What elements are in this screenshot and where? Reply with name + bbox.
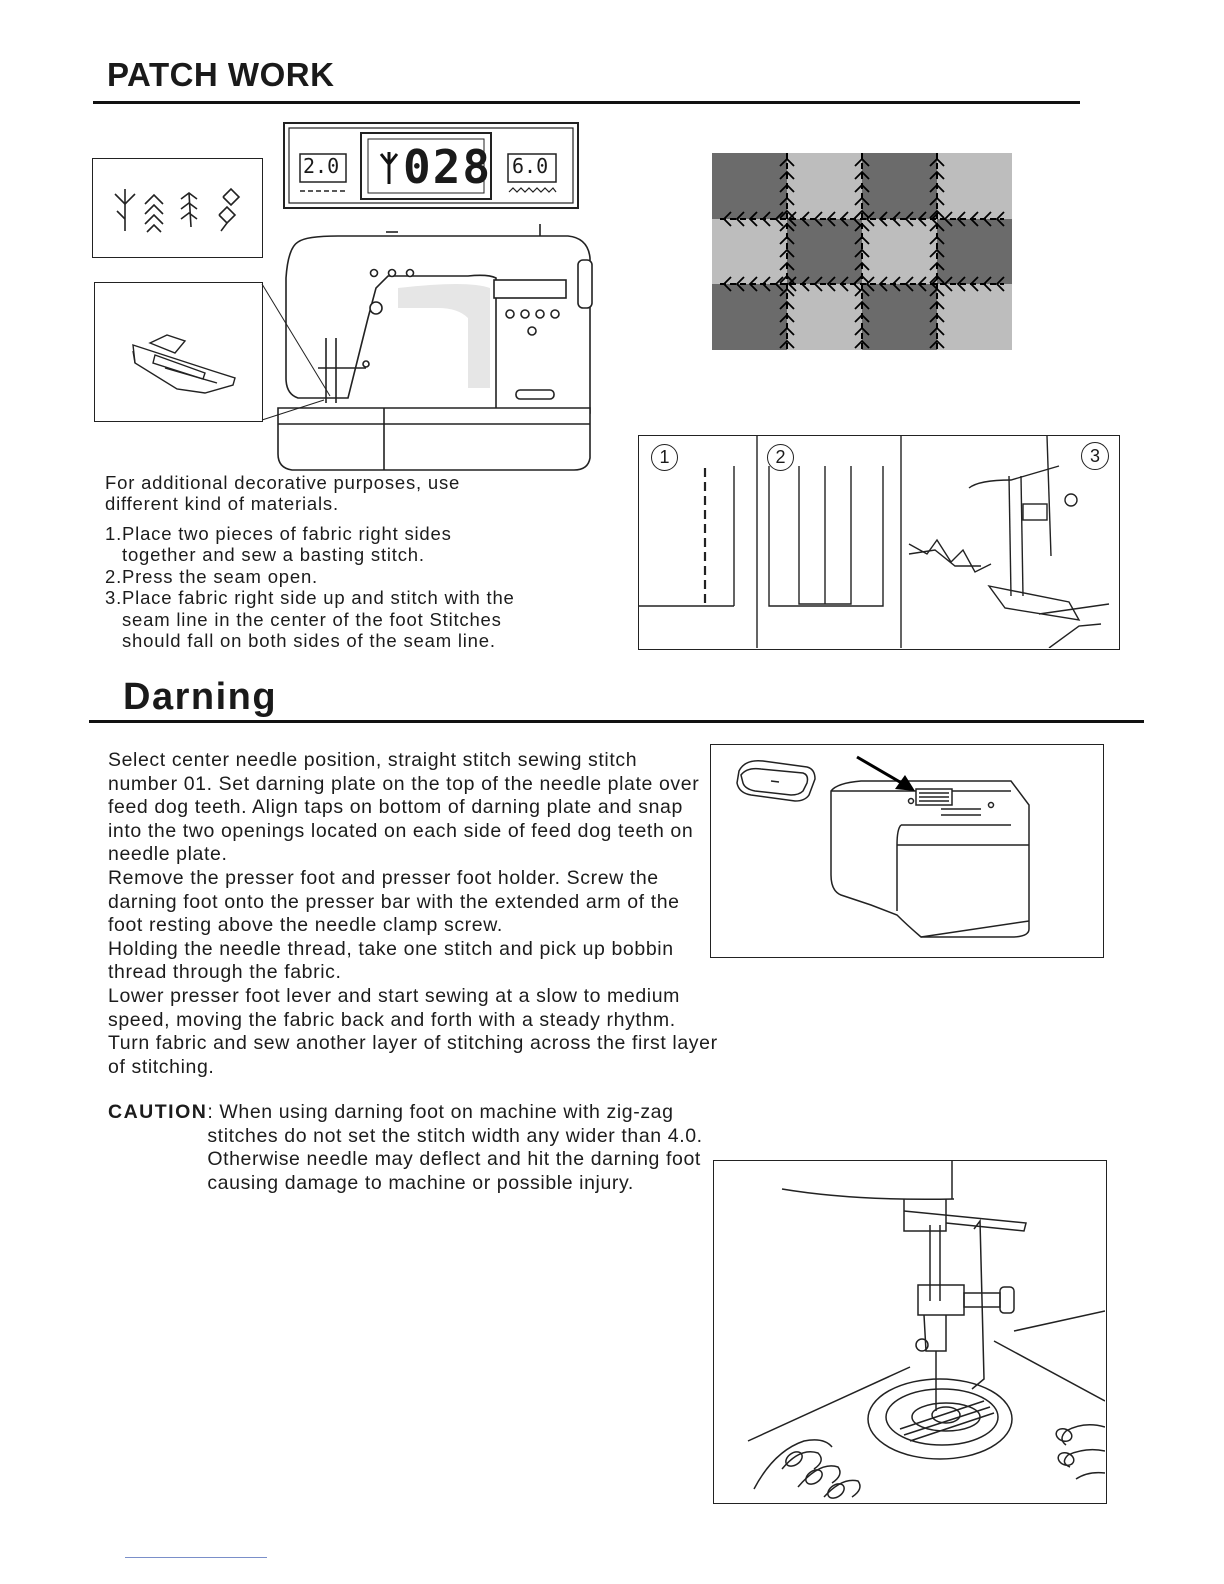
footer-line <box>125 1557 267 1558</box>
feather-stitch-icon <box>381 152 397 184</box>
lcd-right-value: 6.0 <box>512 154 549 178</box>
quilt-patch-illustration <box>712 153 1012 350</box>
darning-paragraph-5: Turn fabric and sew another layer of stitching across the first layer of stitching. <box>108 1032 718 1078</box>
lcd-left-value: 2.0 <box>303 154 340 178</box>
patchwork-steps-list <box>105 523 525 651</box>
darning-foot-illustration <box>713 1160 1107 1504</box>
patchwork-step-2: 2.Press the seam open. <box>105 565 318 587</box>
patchwork-intro: For additional decorative purposes, use different kind of materials. <box>105 472 461 515</box>
darning-paragraph-2: Remove the presser foot and presser foot holder. Screw the darning foot onto the presser bar with the extended arm of the foot resting above the needle clamp screw. <box>108 866 680 937</box>
patchwork-step-1: 1.Place two pieces of fabric right sides together and sew a basting stitch. <box>105 523 452 566</box>
stitch-pattern-icons <box>93 159 261 256</box>
darning-title: Darning <box>123 676 278 718</box>
darning-title-rule <box>89 720 1144 723</box>
step-marker-2: 2 <box>767 444 794 471</box>
darning-paragraph-1: Select center needle position, straight stitch sewing stitch number 01. Set darning plate on the top of the needle plate over feed dog teeth. Align taps on bottom of darning plate and snap into the two openings located on each side of feed dog teeth on needle plate. <box>108 749 700 866</box>
patchwork-steps-diagram <box>638 435 1120 650</box>
sewing-machine-illustration <box>258 218 598 473</box>
patchwork-title: PATCH WORK <box>107 56 335 93</box>
lcd-stitch-number: 028 <box>403 140 493 194</box>
caution-block <box>108 1101 728 1195</box>
caution-text: : When using darning foot on machine with zig-zag stitches do not set the stitch width any wider than 4.0. Otherwise needle may deflect and hit the darning foot causing damage to machine or possible injury. <box>207 1101 703 1194</box>
darning-plate-illustration <box>710 744 1104 958</box>
patchwork-step-3: 3.Place fabric right side up and stitch with the seam line in the center of the foot Stitches should fall on both sides of the seam line. <box>105 587 515 652</box>
presser-foot-icon <box>95 283 261 420</box>
patchwork-title-rule <box>93 101 1080 104</box>
stitch-patterns-box <box>92 158 263 258</box>
step-marker-3: 3 <box>1081 442 1109 470</box>
presser-foot-box <box>94 282 263 422</box>
lcd-display <box>283 122 579 209</box>
darning-paragraph-3: Holding the needle thread, take one stitch and pick up bobbin thread through the fabric. <box>108 937 674 984</box>
darning-instructions <box>108 749 738 1079</box>
caution-label: CAUTION <box>108 1101 208 1123</box>
darning-paragraph-4: Lower presser foot lever and start sewing at a slow to medium speed, moving the fabric back and forth with a steady rhythm. <box>108 984 681 1031</box>
step-marker-1: 1 <box>651 444 678 471</box>
